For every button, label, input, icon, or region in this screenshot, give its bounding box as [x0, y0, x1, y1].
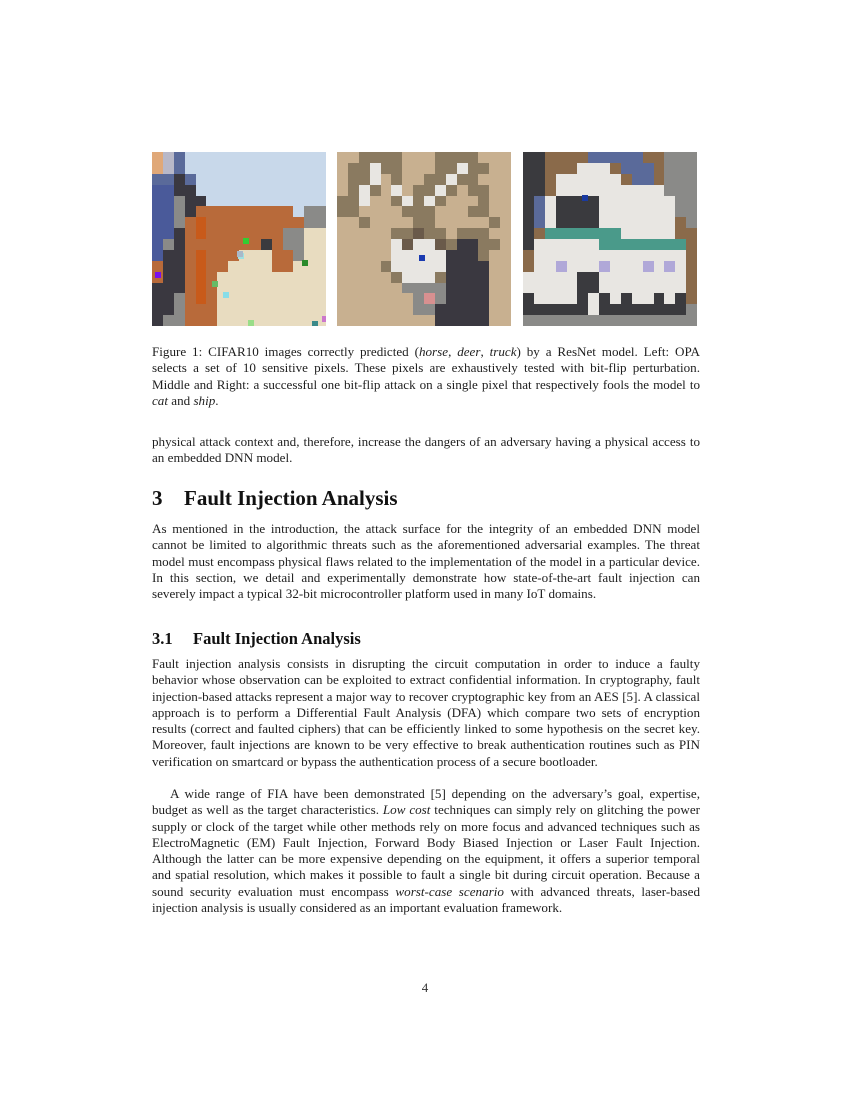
perturbed-pixel-marker — [248, 320, 254, 326]
figure-caption — [152, 344, 700, 409]
caption-class-deer: deer — [457, 344, 481, 359]
section-title: Fault Injection Analysis — [184, 486, 398, 510]
section-heading — [152, 486, 398, 511]
subsection-number: 3.1 — [152, 629, 173, 648]
perturbed-pixel-marker — [243, 238, 249, 244]
paragraph-text: techniques can simply rely on glitching the power supply or clock of the target while other methods rely on more focus and advanced techniques such as ElectroMagnetic (EM) Fault Injection, Forward Body Biased Injection or Laser Fault Injection. Although the latter can be more expensive depending on the equipment, it offers a superior temporal and spatial resolution, which makes it possible to fault a single bit during circuit operation. Because a sound security evaluation must encompass — [152, 802, 700, 899]
perturbed-pixel-marker — [155, 272, 161, 278]
subsection-paragraph-1: Fault injection analysis consists in disrupting the circuit computation in order to induce a faulty behavior whose observation can be exploited to extract confidential information. In cryptography, fault injection-based attacks represent a major way to recover cryptographic key from an AES [5]. A classical approach is to perform a Differential Fault Analysis (DFA) which compare two sets of encryption results (correct and faulted ciphers) that can be efficiently linked to some hypothesis on the secret key. Moreover, fault injections are known to be very effective to break authentication routines such as PIN verification on smartcard or bypass the authentication process of a secure bootloader. — [152, 656, 700, 769]
perturbed-pixel-marker — [322, 316, 326, 322]
perturbed-pixel-marker — [237, 251, 243, 257]
page-number: 4 — [421, 980, 429, 995]
continued-paragraph: physical attack context and, therefore, increase the dangers of an adversary having a physical access to an embedded DNN model. — [152, 434, 700, 466]
caption-sep: , — [480, 344, 490, 359]
section-intro-paragraph: As mentioned in the introduction, the attack surface for the integrity of an embedded DNN model cannot be limited to algorithmic threats such as the aforementioned adversarial examples. The threat model must encompass physical flaws related to the implementation of the model in a particular device. In this section, we detail and experimentally demonstrate how state-of-the-art fault injection can severely impact a typical 32-bit microcontroller platform used in many IoT domains. — [152, 521, 700, 602]
perturbed-pixel-marker — [302, 260, 308, 266]
cifar10-deer-image — [337, 152, 511, 326]
emphasis-worst-case: worst-case scenario — [395, 883, 504, 899]
perturbed-pixel-marker — [419, 255, 425, 261]
caption-class-horse: horse — [418, 344, 449, 359]
caption-target-ship: ship — [193, 392, 216, 408]
caption-target-cat: cat — [152, 392, 168, 408]
caption-text: Figure 1: CIFAR10 images correctly predicted ( — [152, 344, 419, 359]
perturbed-pixel-marker — [223, 292, 229, 298]
emphasis-low-cost: Low cost — [382, 802, 431, 818]
caption-text: and — [168, 392, 194, 408]
subsection-title: Fault Injection Analysis — [193, 629, 361, 648]
perturbed-pixel-marker — [212, 281, 218, 287]
caption-sep: , — [448, 344, 458, 359]
caption-class-truck: truck — [489, 344, 517, 359]
perturbed-pixel-marker — [312, 321, 318, 326]
subsection-heading — [152, 629, 361, 649]
cifar10-truck-image — [523, 152, 697, 326]
figure-1-images — [152, 152, 698, 326]
subsection-paragraph-2 — [152, 786, 700, 916]
cifar10-horse-image — [152, 152, 326, 326]
section-number: 3 — [152, 486, 163, 510]
caption-text: ) by a ResNet model. Left: OPA selects a set of 10 sensitive pixels. These pixels are exhaustively tested with bit-flip perturbation. Middle and Right: a successful one bit-flip attack on a single pixel that respectively fools the model to — [152, 344, 700, 392]
paragraph-text: A wide range of FIA have been demonstrated [5] depending on the adversary’s goal, expertise, budget as well as the target characteristics. — [152, 786, 700, 818]
perturbed-pixel-marker — [582, 195, 588, 201]
caption-text: . — [215, 392, 219, 408]
paragraph-text: with advanced threats, laser-based injection analysis is usually considered as an important evaluation framework. — [152, 883, 701, 916]
